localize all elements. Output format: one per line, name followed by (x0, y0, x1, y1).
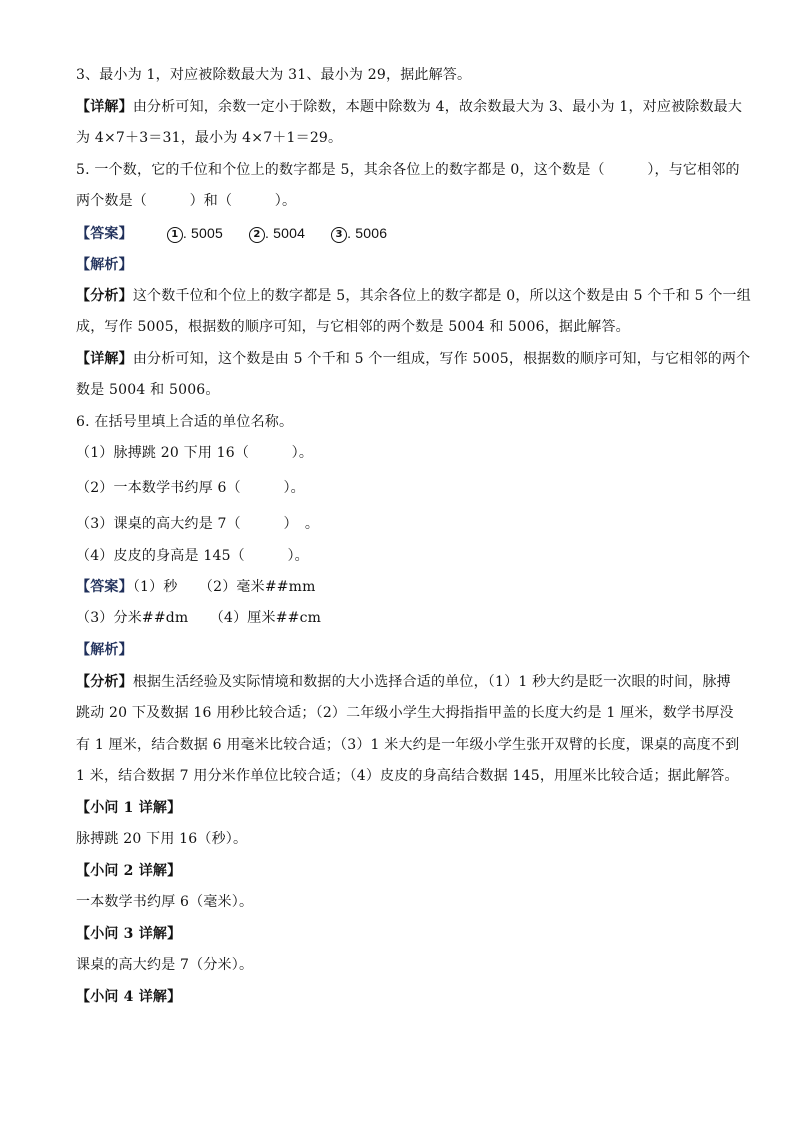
text: 一本数学书约厚 6（毫米）。 (76, 894, 254, 910)
explanation-tag: 【解析】 (76, 642, 133, 658)
detail-line-q5-1 (76, 350, 751, 368)
analysis-line-q6-2 (76, 704, 734, 722)
analysis-line-q4-end (76, 66, 726, 84)
answer-tag: 【答案】 (76, 226, 133, 242)
text: 【小问 2 详解】 (76, 863, 182, 879)
text: 1 米，结合数据 7 用分米作单位比较合适；（4）皮皮的身高结合数据 145，用厘米比较合适；据此解答。 (76, 768, 739, 784)
text: 成，写作 5005，根据数的顺序可知，与它相邻的两个数是 5004 和 5006，据此解答。 (76, 319, 630, 335)
subquestion-4-header (76, 988, 726, 1006)
answer-line-q6-1 (76, 578, 726, 596)
explanation-header-q6 (76, 641, 726, 659)
subquestion-3-header (76, 925, 726, 943)
explanation-header-q5 (76, 256, 726, 274)
text: （1）秒 （2）毫米##mm (132, 579, 316, 595)
text: 有 1 厘米，结合数据 6 用毫米比较合适；（3）1 米大约是一年级小学生张开双臂的长度，课桌的高度不到 (76, 737, 740, 753)
text: （4）皮皮的身高是 145（ ）。 (76, 548, 309, 564)
subquestion-2-header (76, 862, 726, 880)
answer-value-3: . 5006 (347, 225, 388, 241)
answer-line-q5 (76, 224, 726, 243)
text: （3）分米##dm （4）厘米##cm (76, 610, 322, 626)
circle-number-2: 2 (249, 227, 265, 243)
detail-tag: 【详解】 (76, 99, 133, 115)
detail-line-q4-1 (76, 98, 743, 116)
analysis-line-q5-1 (76, 287, 751, 305)
detail-line-q4-2 (76, 129, 726, 147)
text: 【小问 1 详解】 (76, 800, 182, 816)
question-6-item-1 (76, 444, 726, 462)
explanation-tag: 【解析】 (76, 257, 133, 273)
text: （3）课桌的高大约是 7（ ） 。 (76, 516, 320, 532)
subquestion-1-header (76, 799, 726, 817)
question-6-title (76, 413, 726, 431)
text: （2）一本数学书约厚 6（ ）。 (76, 480, 305, 496)
text: 数是 5004 和 5006。 (76, 382, 220, 398)
circle-number-3: 3 (331, 227, 347, 243)
analysis-line-q6-3 (76, 736, 740, 754)
answer-value-2: . 5004 (264, 225, 306, 241)
text: 这个数千位和个位上的数字都是 5，其余各位上的数字都是 0，所以这个数是由 5 个千和 5 个一组 (132, 288, 751, 304)
analysis-line-q5-2 (76, 318, 726, 336)
text: （1）脉搏跳 20 下用 16（ ）。 (76, 445, 314, 461)
text: 由分析可知，这个数是由 5 个千和 5 个一组成，写作 5005，根据数的顺序可知，与它相邻的两个 (132, 351, 751, 367)
answer-value-1: . 5005 (182, 225, 223, 241)
subquestion-3-text (76, 956, 726, 974)
text: 5. 一个数，它的千位和个位上的数字都是 5，其余各位上的数字都是 0，这个数是（ ），与它相邻的 (76, 162, 740, 178)
text: 6. 在括号里填上合适的单位名称。 (76, 414, 294, 430)
subquestion-1-text (76, 830, 726, 848)
answer-tag: 【答案】 (76, 579, 133, 595)
detail-line-q5-2 (76, 381, 726, 399)
analysis-line-q6-4 (76, 767, 739, 785)
analysis-line-q6-1 (76, 673, 731, 691)
detail-tag: 【详解】 (76, 351, 133, 367)
question-6-item-3 (76, 515, 726, 533)
answer-line-q6-2 (76, 609, 726, 627)
circle-number-1: 1 (167, 227, 183, 243)
text: 【小问 3 详解】 (76, 926, 182, 942)
text: 【小问 4 详解】 (76, 989, 182, 1005)
text: 跳动 20 下及数据 16 用秒比较合适；（2）二年级小学生大拇指指甲盖的长度大约是 1 厘米，数学书厚没 (76, 705, 734, 721)
text: 脉搏跳 20 下用 16（秒）。 (76, 831, 248, 847)
subquestion-2-text (76, 893, 726, 911)
text: 3、最小为 1，对应被除数最大为 31、最小为 29，据此解答。 (76, 67, 472, 83)
analysis-tag: 【分析】 (76, 674, 133, 690)
question-6-item-4 (76, 547, 726, 565)
text: 课桌的高大约是 7（分米）。 (76, 957, 254, 973)
analysis-tag: 【分析】 (76, 288, 133, 304)
question-5-line-2 (76, 192, 726, 210)
text: 两个数是（ ）和（ ）。 (76, 193, 297, 209)
text: 由分析可知，余数一定小于除数，本题中除数为 4，故余数最大为 3、最小为 1，对应被除数最大 (132, 99, 743, 115)
question-6-item-2 (76, 479, 726, 497)
question-5-line-1 (76, 161, 740, 179)
text: 为 4×7＋3＝31，最小为 4×7＋1＝29。 (76, 130, 343, 146)
text: 根据生活经验及实际情境和数据的大小选择合适的单位，（1）1 秒大约是眨一次眼的时间，脉搏 (132, 674, 731, 690)
